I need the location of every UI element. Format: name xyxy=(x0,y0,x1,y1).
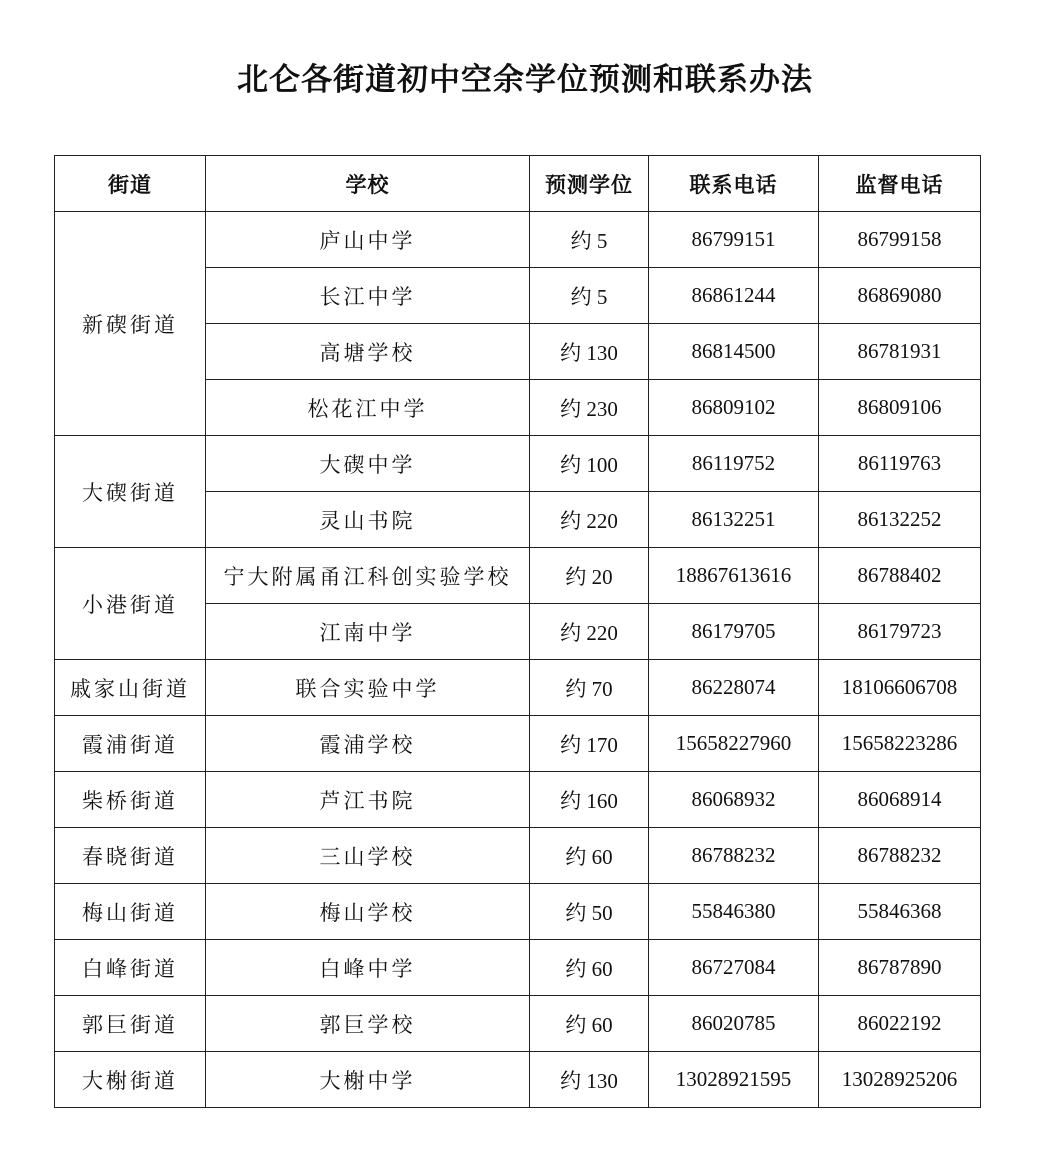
table-row xyxy=(55,1052,981,1108)
supervision-phone-cell: 86787890 xyxy=(819,940,981,996)
contact-phone-cell: 15658227960 xyxy=(649,716,819,772)
school-seat-table xyxy=(54,155,981,1108)
street-cell: 霞浦街道 xyxy=(55,716,206,772)
contact-phone-cell: 86119752 xyxy=(649,436,819,492)
table-row xyxy=(55,940,981,996)
contact-phone-cell: 86068932 xyxy=(649,772,819,828)
column-header-contact-phone: 联系电话 xyxy=(649,156,819,212)
supervision-phone-cell: 86119763 xyxy=(819,436,981,492)
supervision-phone-cell: 86068914 xyxy=(819,772,981,828)
seats-cell: 约 130 xyxy=(530,1052,649,1108)
school-cell: 芦江书院 xyxy=(206,772,530,828)
contact-phone-cell: 86861244 xyxy=(649,268,819,324)
supervision-phone-cell: 13028925206 xyxy=(819,1052,981,1108)
contact-phone-cell: 86179705 xyxy=(649,604,819,660)
seats-cell: 约 60 xyxy=(530,828,649,884)
school-cell: 灵山书院 xyxy=(206,492,530,548)
school-cell: 大碶中学 xyxy=(206,436,530,492)
supervision-phone-cell: 15658223286 xyxy=(819,716,981,772)
school-cell: 联合实验中学 xyxy=(206,660,530,716)
seats-cell: 约 70 xyxy=(530,660,649,716)
table-row xyxy=(55,212,981,268)
supervision-phone-cell: 86132252 xyxy=(819,492,981,548)
street-cell: 白峰街道 xyxy=(55,940,206,996)
school-cell: 松花江中学 xyxy=(206,380,530,436)
seats-cell: 约 20 xyxy=(530,548,649,604)
seats-cell: 约 160 xyxy=(530,772,649,828)
contact-phone-cell: 55846380 xyxy=(649,884,819,940)
school-cell: 郭巨学校 xyxy=(206,996,530,1052)
seats-cell: 约 220 xyxy=(530,604,649,660)
supervision-phone-cell: 86869080 xyxy=(819,268,981,324)
supervision-phone-cell: 86179723 xyxy=(819,604,981,660)
street-cell: 春晓街道 xyxy=(55,828,206,884)
school-cell: 霞浦学校 xyxy=(206,716,530,772)
column-header-school: 学校 xyxy=(206,156,530,212)
supervision-phone-cell: 86781931 xyxy=(819,324,981,380)
contact-phone-cell: 86814500 xyxy=(649,324,819,380)
contact-phone-cell: 13028921595 xyxy=(649,1052,819,1108)
table-row xyxy=(55,828,981,884)
table-row xyxy=(55,884,981,940)
street-cell: 大碶街道 xyxy=(55,436,206,548)
contact-phone-cell: 86727084 xyxy=(649,940,819,996)
school-cell: 白峰中学 xyxy=(206,940,530,996)
table-row xyxy=(55,772,981,828)
street-cell: 小港街道 xyxy=(55,548,206,660)
table-row xyxy=(55,660,981,716)
school-cell: 江南中学 xyxy=(206,604,530,660)
street-cell: 大榭街道 xyxy=(55,1052,206,1108)
school-cell: 宁大附属甬江科创实验学校 xyxy=(206,548,530,604)
supervision-phone-cell: 55846368 xyxy=(819,884,981,940)
seats-cell: 约 5 xyxy=(530,268,649,324)
supervision-phone-cell: 86809106 xyxy=(819,380,981,436)
contact-phone-cell: 86132251 xyxy=(649,492,819,548)
contact-phone-cell: 86799151 xyxy=(649,212,819,268)
contact-phone-cell: 86788232 xyxy=(649,828,819,884)
school-cell: 高塘学校 xyxy=(206,324,530,380)
contact-phone-cell: 18867613616 xyxy=(649,548,819,604)
seats-cell: 约 220 xyxy=(530,492,649,548)
table-row xyxy=(55,548,981,604)
street-cell: 柴桥街道 xyxy=(55,772,206,828)
contact-phone-cell: 86228074 xyxy=(649,660,819,716)
contact-phone-cell: 86809102 xyxy=(649,380,819,436)
contact-phone-cell: 86020785 xyxy=(649,996,819,1052)
seats-cell: 约 170 xyxy=(530,716,649,772)
school-cell: 三山学校 xyxy=(206,828,530,884)
column-header-street: 街道 xyxy=(55,156,206,212)
table-row xyxy=(55,716,981,772)
supervision-phone-cell: 86799158 xyxy=(819,212,981,268)
seats-cell: 约 100 xyxy=(530,436,649,492)
street-cell: 梅山街道 xyxy=(55,884,206,940)
supervision-phone-cell: 18106606708 xyxy=(819,660,981,716)
school-cell: 大榭中学 xyxy=(206,1052,530,1108)
school-cell: 长江中学 xyxy=(206,268,530,324)
seats-cell: 约 5 xyxy=(530,212,649,268)
seats-cell: 约 50 xyxy=(530,884,649,940)
column-header-seats: 预测学位 xyxy=(530,156,649,212)
seats-cell: 约 130 xyxy=(530,324,649,380)
table-header-row xyxy=(55,156,981,212)
table-row xyxy=(55,996,981,1052)
school-cell: 梅山学校 xyxy=(206,884,530,940)
table-row xyxy=(55,436,981,492)
seats-cell: 约 60 xyxy=(530,996,649,1052)
supervision-phone-cell: 86788232 xyxy=(819,828,981,884)
seats-cell: 约 230 xyxy=(530,380,649,436)
page-title: 北仑各街道初中空余学位预测和联系办法 xyxy=(237,62,813,98)
street-cell: 新碶街道 xyxy=(55,212,206,436)
street-cell: 戚家山街道 xyxy=(55,660,206,716)
school-cell: 庐山中学 xyxy=(206,212,530,268)
supervision-phone-cell: 86788402 xyxy=(819,548,981,604)
column-header-supervision-phone: 监督电话 xyxy=(819,156,981,212)
supervision-phone-cell: 86022192 xyxy=(819,996,981,1052)
seats-cell: 约 60 xyxy=(530,940,649,996)
street-cell: 郭巨街道 xyxy=(55,996,206,1052)
